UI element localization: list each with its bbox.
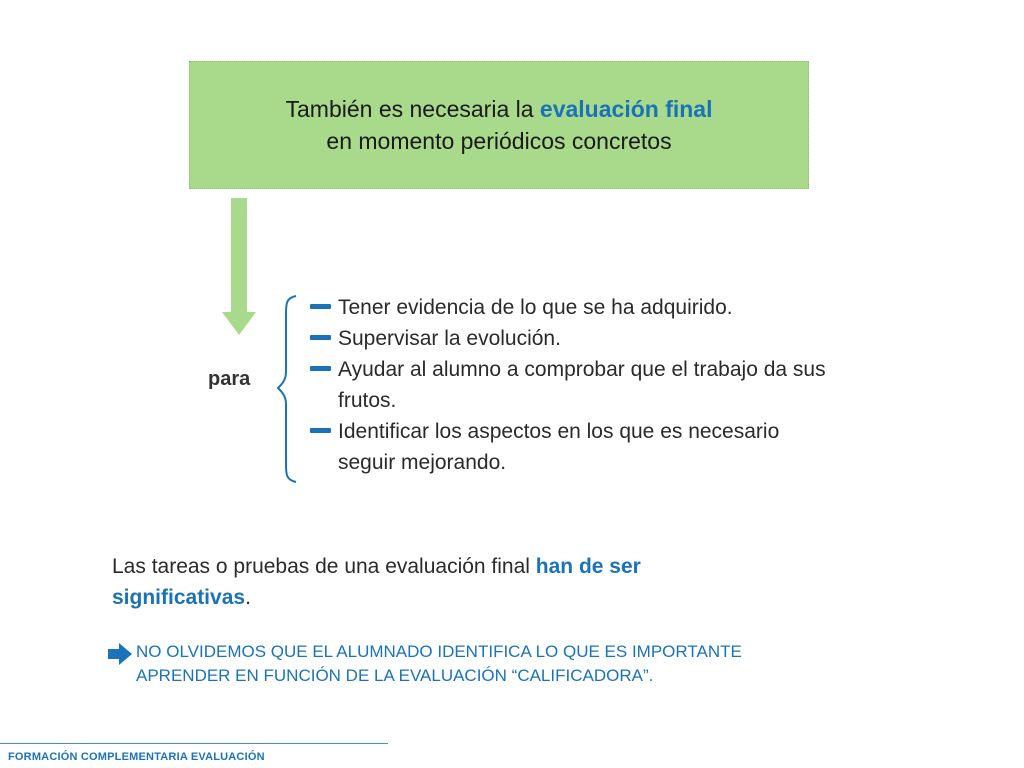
purpose-text-continued: seguir mejorando.	[338, 451, 507, 474]
header-line-1	[286, 93, 713, 125]
reminder-line-1: NO OLVIDEMOS QUE EL ALUMNADO IDENTIFICA LO QUE ES IMPORTANTE	[136, 642, 742, 661]
list-item	[310, 354, 950, 416]
tasks-highlight-1: han de ser	[535, 555, 641, 578]
down-arrow-icon	[222, 198, 256, 336]
header-highlight: evaluación final	[539, 96, 713, 122]
dash-bullet-icon	[310, 366, 331, 371]
list-item	[310, 416, 950, 478]
tasks-prefix: Las tareas o pruebas de una evaluación final	[112, 555, 536, 578]
list-item	[310, 292, 950, 323]
purpose-text-continued: frutos.	[338, 389, 397, 412]
tasks-highlight-2: significativas	[112, 586, 246, 609]
reminder-line-2: APRENDER EN FUNCIÓN DE LA EVALUACIÓN “CALIFICADORA”.	[136, 666, 654, 685]
purpose-text: Tener evidencia de lo que se ha adquirido.	[338, 296, 733, 319]
footer-divider	[0, 743, 388, 744]
dash-bullet-icon	[310, 335, 331, 340]
dash-bullet-icon	[310, 304, 331, 309]
purpose-list	[310, 292, 950, 478]
reminder-note	[136, 640, 876, 688]
evaluation-header-box	[189, 61, 809, 189]
purpose-text: Supervisar la evolución.	[338, 327, 561, 350]
right-arrow-icon	[108, 643, 132, 665]
tasks-statement	[112, 551, 792, 613]
footer-title: FORMACIÓN COMPLEMENTARIA EVALUACIÓN	[8, 751, 265, 763]
list-item	[310, 323, 950, 354]
purpose-label: para	[208, 368, 251, 390]
tasks-suffix: .	[245, 586, 251, 609]
header-line-2: en momento periódicos concretos	[326, 128, 672, 154]
curly-brace-icon	[276, 294, 300, 484]
dash-bullet-icon	[310, 428, 331, 433]
purpose-text: Ayudar al alumno a comprobar que el trabajo da sus	[338, 358, 826, 381]
header-prefix: También es necesaria la	[285, 96, 540, 122]
purpose-text: Identificar los aspectos en los que es necesario	[338, 420, 780, 443]
